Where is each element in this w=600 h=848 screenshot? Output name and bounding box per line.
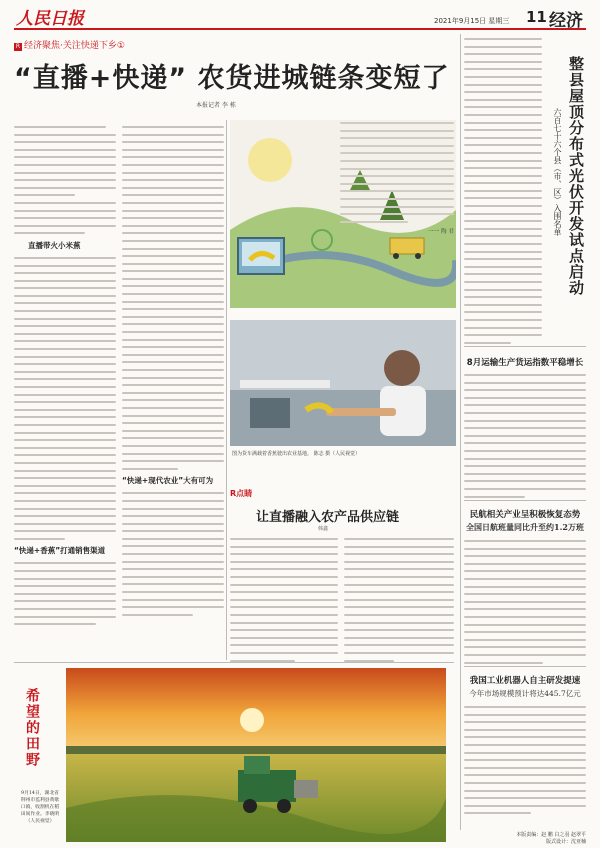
freight-article-text bbox=[464, 374, 586, 503]
subhead-1: 直播带火小米蕉 bbox=[28, 240, 81, 250]
solar-article-text bbox=[464, 38, 542, 349]
kicker-text: 经济聚焦·关注快递下乡① bbox=[24, 41, 125, 51]
editors-credit: 本版责编：赵 鹏 白之羽 赵翠平 bbox=[516, 832, 586, 838]
harvest-photo bbox=[66, 668, 446, 842]
subhead-2: “快递+香蕉”打通销售渠道 bbox=[14, 546, 106, 556]
section-divider bbox=[464, 666, 586, 667]
commentary-badge: R点睛 bbox=[230, 489, 253, 498]
article-column-3 bbox=[230, 538, 338, 667]
article-column-4 bbox=[344, 538, 454, 667]
photo-caption: 图为货车满载着香蕉驶出农业基地。 陈志 摄（人民视觉） bbox=[232, 451, 361, 457]
subhead-3: “快递+现代农业”大有可为 bbox=[122, 476, 214, 486]
dateline: 2021年9月15日 星期三 bbox=[434, 17, 510, 25]
kicker bbox=[14, 38, 125, 51]
kicker-badge: R bbox=[15, 43, 21, 50]
robot-title: 我国工业机器人自主研发提速 bbox=[469, 676, 581, 686]
section-divider bbox=[464, 346, 586, 347]
section-divider bbox=[14, 662, 454, 663]
page-footer bbox=[462, 832, 586, 846]
section-divider bbox=[464, 500, 586, 501]
design-credit: 版式设计：沈亚楠 bbox=[545, 839, 586, 845]
illustration-credit: 一一 陶 君 bbox=[428, 229, 454, 236]
robot-article-text bbox=[464, 706, 586, 820]
newspaper-logo: 人民日报 bbox=[16, 9, 84, 29]
photo-section-title: 希望的田野 bbox=[24, 688, 40, 768]
article-column-2 bbox=[122, 126, 224, 621]
page-number: 11 bbox=[526, 8, 547, 26]
solar-subhead: 六百七十六个县（市、区）入围名单 bbox=[553, 108, 562, 236]
column-divider bbox=[460, 34, 461, 830]
livestream-photo bbox=[230, 320, 456, 446]
illustration-text bbox=[340, 122, 454, 237]
masthead bbox=[14, 4, 586, 30]
main-headline: “直播+快递” 农货进城链条变短了 bbox=[14, 63, 450, 94]
solar-headline: 整县屋顶分布式光伏开发试点启动 bbox=[567, 56, 585, 296]
aviation-title: 民航相关产业呈积极恢复态势 bbox=[469, 510, 581, 520]
aviation-article-text bbox=[464, 540, 586, 669]
aviation-subtitle: 全国日航班量同比升至约1.2万班 bbox=[466, 522, 584, 532]
livestream-photo-art bbox=[230, 320, 456, 446]
commentary-author: 韩鑫 bbox=[318, 526, 329, 532]
harvest-photo-art bbox=[66, 668, 446, 842]
column-divider bbox=[226, 120, 227, 660]
photo-caption-bottom: 9月14日，湖北省荆州市监利县黄歇口镇，收割机在稻田间作业。李晓明（人民视觉） bbox=[20, 791, 60, 824]
byline: 本报记者 李 栋 bbox=[196, 102, 236, 109]
article-column-1 bbox=[14, 126, 116, 631]
freight-title: 8月运输生产货运指数平稳增长 bbox=[466, 358, 584, 368]
section-title: 经济 bbox=[549, 11, 583, 31]
commentary-title: 让直播融入农产品供应链 bbox=[256, 510, 400, 525]
robot-subtitle: 今年市场规模预计将达445.7亿元 bbox=[469, 689, 581, 698]
